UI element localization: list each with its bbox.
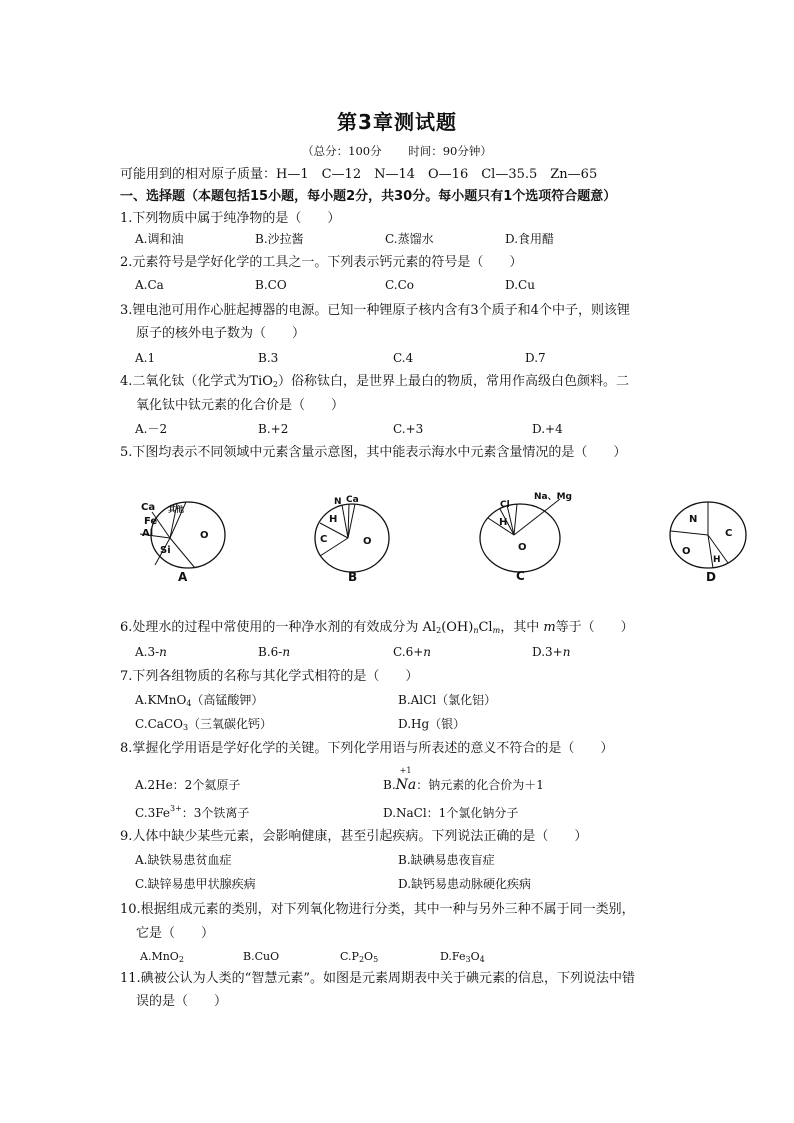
pie-a-outline: [151, 502, 225, 568]
atomic-masses: 可能用到的相对原子质量：H—1 C—12 N—14 O—16 Cl—35.5 Zn—65: [120, 167, 598, 182]
q8-b-symbol: Na: [395, 777, 417, 793]
q1-option-a: A.调和油: [135, 232, 184, 246]
q6-option-d: [532, 644, 570, 660]
q8-option-b: [383, 766, 544, 793]
q8-b-valence: +1: [399, 766, 412, 775]
q8-c-meaning: ：3个铁离子: [181, 806, 250, 820]
page-subtitle: （总分：100分 时间：90分钟）: [302, 144, 492, 158]
q9-option-a: A.缺铁易患贫血症: [135, 853, 232, 867]
q6-text-b: (OH): [441, 620, 474, 635]
question-8-stem: 8.掌握化学用语是学好化学的关键。下列化学用语与所表述的意义不符合的是（ ）: [120, 741, 614, 756]
q6-d-text: D.3+: [532, 645, 563, 659]
q6-sub-3: m: [492, 626, 501, 635]
pie-a-label-o: O: [200, 530, 209, 541]
pie-a-caption: A: [178, 570, 188, 584]
q10-c-text: C.P: [340, 950, 359, 963]
q8-b-prefix: B.: [383, 778, 396, 792]
q7-a-text: A.KMnO: [135, 693, 187, 707]
q4-option-d: D.+4: [532, 422, 563, 436]
q7-a-sub: 4: [186, 699, 192, 708]
pie-a-label-other: 其他: [168, 505, 184, 514]
q6-text-e: 等于（ ）: [555, 620, 634, 635]
question-10-stem-line2: 它是（ ）: [136, 926, 215, 941]
pie-d-caption: D: [706, 570, 716, 584]
section-heading: 一、选择题（本题包括15小题，每小题2分，共30分。每小题只有1个选项符合题意）: [120, 189, 617, 204]
pie-b-label-ca: Ca: [346, 495, 359, 505]
pie-b-label-n: N: [334, 497, 342, 507]
question-3-stem-line1: 3.锂电池可用作心脏起搏器的电源。已知一种锂原子核内含有3个质子和4个中子，则该锂: [120, 303, 630, 318]
q7-a-name: （高锰酸钾）: [191, 693, 264, 707]
q4-text-b: ）俗称钛白，是世界上最白的物质，常用作高级白色颜料。二: [277, 374, 629, 389]
q9-option-c: C.缺锌易患甲状腺疾病: [135, 877, 256, 891]
q9-option-b: B.缺碘易患夜盲症: [398, 853, 495, 867]
q9-option-d: D.缺钙易患动脉硬化疾病: [398, 877, 532, 891]
q1-option-c: C.蒸馏水: [385, 232, 434, 246]
q7-c-text: C.CaCO: [135, 717, 183, 731]
q4-option-b: B.+2: [258, 422, 289, 436]
q7-option-a: [135, 692, 263, 708]
question-11-stem-line2: 误的是（ ）: [136, 994, 228, 1009]
page-title: 第3章测试题: [337, 110, 457, 134]
question-4-stem-line2: 氧化钛中钛元素的化合价是（ ）: [136, 398, 345, 413]
pie-c-label-cl: Cl: [500, 500, 510, 510]
pie-c-caption: C: [516, 569, 525, 583]
pie-a-divider: [170, 538, 195, 568]
pie-d-label-n: N: [689, 514, 698, 525]
q8-b-text: ：钠元素的化合价为＋1: [416, 778, 544, 792]
q6-c-var: n: [423, 645, 431, 659]
question-9-stem: 9.人体中缺少某些元素，会影响健康，甚至引起疾病。下列说法正确的是（ ）: [120, 829, 588, 844]
pie-c-outline: [480, 504, 560, 572]
pie-b-label-o: O: [363, 536, 372, 547]
q10-d-sub2: 4: [479, 955, 485, 964]
pie-c-label-na-mg: Na、Mg: [534, 492, 573, 502]
q3-option-a: A.1: [135, 351, 156, 365]
question-6-stem: [120, 619, 634, 636]
q7-c-name: （三氧碳化钙）: [188, 717, 273, 731]
q6-text-d: ，其中: [500, 620, 544, 635]
pie-b-divider: [342, 505, 348, 538]
q10-d-sub1: 3: [465, 955, 471, 964]
q6-text-a: 6.处理水的过程中常使用的一种净水剂的有效成分为 Al: [120, 620, 437, 635]
pie-a-label-ca: Ca: [141, 502, 156, 513]
q8-option-c: [135, 805, 249, 821]
q6-d-var: n: [562, 645, 571, 659]
question-7-stem: 7.下列各组物质的名称与其化学式相符的是（ ）: [120, 669, 419, 684]
pie-a-label-fe: Fe: [144, 516, 158, 527]
q6-option-b: [258, 644, 290, 660]
q8-c-text: C.3Fe: [135, 806, 170, 820]
q1-option-b: B.沙拉酱: [255, 232, 304, 246]
q6-a-var: n: [159, 645, 167, 659]
question-11-stem-line1: 11.碘被公认为人类的“智慧元素”。如图是元素周期表中关于碘元素的信息，下列说法中错: [120, 971, 635, 986]
pie-d-divider: [671, 531, 708, 535]
pie-d-label-o: O: [682, 546, 691, 557]
q6-sub-2: n: [473, 626, 479, 635]
q10-option-c: [340, 949, 378, 965]
question-3-stem-line2: 原子的核外电子数为（ ）: [136, 326, 306, 341]
q2-option-c: C.Co: [385, 278, 414, 292]
pie-c-divider: [514, 504, 517, 535]
q4-text-a: 4.二氧化钛（化学式为TiO: [120, 374, 273, 389]
q6-a-text: A.3-: [135, 645, 160, 659]
q4-subscript: 2: [272, 380, 278, 389]
pie-d-label-h: H: [713, 555, 721, 565]
q7-option-c: [135, 716, 272, 732]
q8-b-symbol-wrap: [395, 766, 417, 793]
q8-option-d: D.NaCl：1个氯化钠分子: [383, 806, 519, 820]
q6-sub-1: 2: [436, 626, 442, 635]
q2-option-b: B.CO: [255, 278, 287, 292]
q10-option-a: [140, 949, 184, 965]
q7-option-b: B.AlCl（氯化铝）: [398, 693, 497, 707]
q2-option-d: D.Cu: [505, 278, 535, 292]
question-5-stem: 5.下图均表示不同领域中元素含量示意图，其中能表示海水中元素含量情况的是（ ）: [120, 445, 627, 460]
q6-option-a: [135, 644, 167, 660]
q4-option-a: A.－2: [135, 422, 168, 436]
q10-option-d: [440, 949, 485, 965]
question-10-stem-line1: 10.根据组成元素的类别，对下列氧化物进行分类，其中一种与另外三种不属于同一类别，: [120, 902, 635, 917]
q8-c-sup: 3+: [169, 804, 182, 813]
q10-c-sub1: 2: [358, 955, 365, 964]
question-1-stem: 1.下列物质中属于纯净物的是（ ）: [120, 211, 341, 226]
pie-chart-d: [668, 490, 768, 585]
q10-d-text: D.Fe: [440, 950, 466, 963]
q3-option-b: B.3: [258, 351, 279, 365]
pie-b-label-c: C: [320, 534, 328, 545]
question-4-stem-line1: [120, 373, 629, 390]
q1-option-d: D.食用醋: [505, 232, 555, 246]
question-2-stem: 2.元素符号是学好化学的工具之一。下列表示钙元素的符号是（ ）: [120, 255, 523, 270]
q4-option-c: C.+3: [393, 422, 424, 436]
q10-a-sub: 2: [178, 955, 184, 964]
q3-option-c: C.4: [393, 351, 414, 365]
q6-b-var: n: [282, 645, 291, 659]
q6-c-text: C.6+: [393, 645, 424, 659]
q10-d-text2: O: [470, 950, 480, 963]
pie-b-label-h: H: [329, 514, 338, 525]
q2-option-a: A.Ca: [135, 278, 164, 292]
pie-d-label-c: C: [725, 528, 733, 539]
pie-a-label-al: Al: [142, 528, 154, 539]
pie-c-label-o: O: [518, 542, 527, 553]
q6-text-c: Cl: [478, 620, 493, 635]
q7-c-sub: 3: [182, 723, 189, 732]
pie-chart-b: [310, 490, 410, 585]
pie-a-label-si: Si: [160, 545, 171, 556]
q3-option-d: D.7: [525, 351, 546, 365]
q7-option-d: D.Hg（银）: [398, 717, 466, 731]
pie-chart-c: [470, 485, 590, 585]
pie-b-caption: B: [348, 570, 358, 584]
q6-b-text: B.6-: [258, 645, 283, 659]
q8-option-a: A.2He：2个氦原子: [135, 778, 241, 792]
q10-a-text: A.MnO: [140, 950, 179, 963]
q10-c-sub2: 5: [373, 955, 379, 964]
q10-option-b: B.CuO: [243, 950, 280, 963]
q10-c-text2: O: [364, 950, 374, 963]
pie-c-label-h: H: [499, 517, 508, 528]
q6-option-c: [393, 644, 431, 660]
pie-chart-a: [130, 490, 230, 585]
q6-var-m: m: [543, 620, 556, 635]
